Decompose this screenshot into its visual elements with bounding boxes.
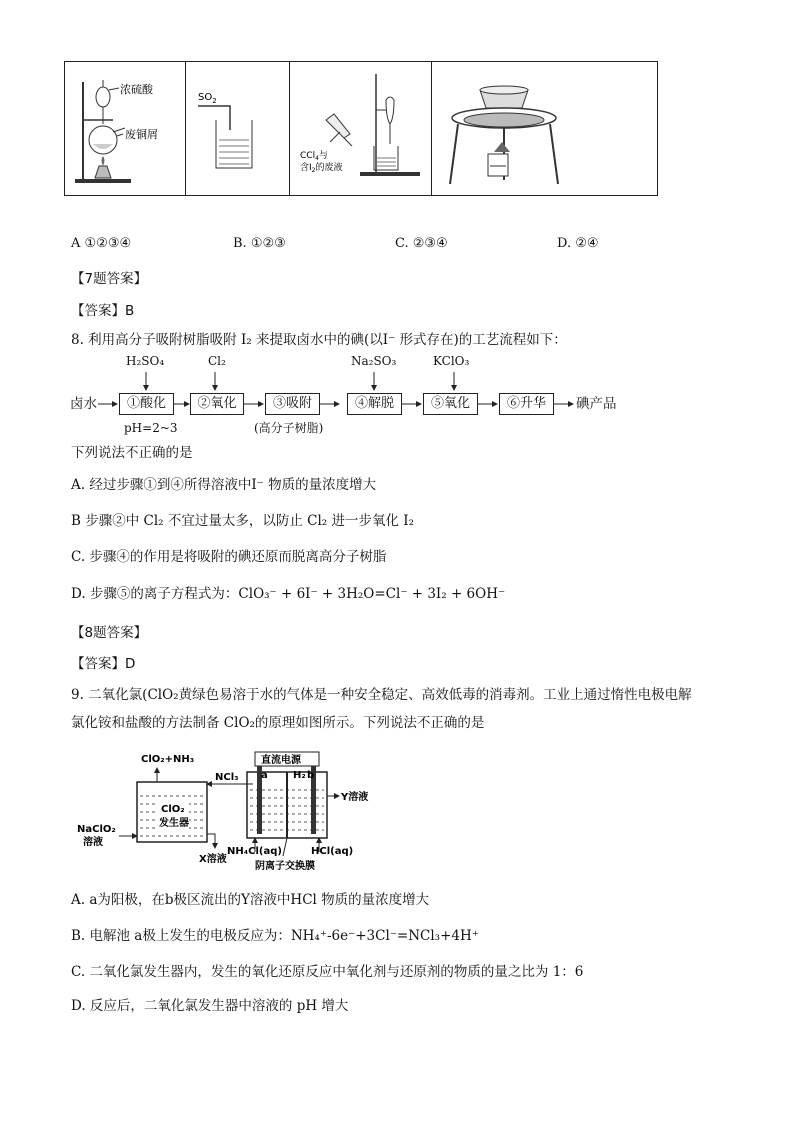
generator-label-2: 发生器 — [159, 818, 189, 829]
electrode-b-label: b — [307, 770, 315, 781]
naclo2-label-2: 溶液 — [83, 837, 103, 848]
electrode-a-label: a — [261, 770, 268, 781]
flow-step-oxidize-2: ⑤氧化 — [423, 393, 478, 415]
apparatus-cell-4 — [432, 62, 657, 195]
q8-option-b[interactable]: B 步骤②中 Cl₂ 不宜过量太多，以防止 Cl₂ 进一步氧化 I₂ — [71, 513, 415, 529]
flow-end-iodine: 碘产品 — [576, 396, 617, 412]
q8-stem: 8. 利用高分子吸附树脂吸附 I₂ 来提取卤水中的碘(以I⁻ 形式存在)的工艺流程如下： — [71, 332, 567, 348]
q9-stem-line2: 氯化铵和盐酸的方法制备 ClO₂的原理如图所示。下列说法不正确的是 — [71, 715, 485, 731]
flow-step-desorb: ④解脱 — [347, 393, 402, 415]
q9-option-b[interactable]: B. 电解池 a极上发生的电极反应为：NH₄⁺-6e⁻+3Cl⁻=NCl₃+4H⁺ — [71, 928, 479, 944]
so2-absorption-figure — [186, 62, 290, 195]
q9-stem-line1: 9. 二氧化氯(ClO₂黄绿色易溶于水的气体是一种安全稳定、高效低毒的消毒剂。工业上通过惰性电极电解 — [71, 687, 692, 703]
sublimation-figure — [432, 62, 657, 195]
reagent-h2so4: H₂SO₄ — [126, 354, 165, 368]
flow-step-adsorb: ③吸附 — [265, 393, 320, 415]
q7-option-a[interactable]: A ①②③④ — [71, 236, 132, 251]
flow-start-brine: 卤水 — [70, 396, 97, 412]
nh4cl-label: NH₄Cl(aq) — [227, 846, 282, 857]
ncl3-label: NCl₃ — [215, 772, 239, 783]
flow-resin-note: (高分子树脂) — [254, 421, 324, 435]
q9-option-c[interactable]: C. 二氧化氯发生器内，发生的氧化还原反应中氧化剂与还原剂的物质的量之比为 1：6 — [71, 964, 584, 980]
naclo2-label-1: NaClO₂ — [77, 824, 116, 835]
label-ccl4: CCl$_4$与 — [300, 151, 328, 162]
separatory-funnel-figure — [290, 62, 432, 195]
q7-option-c[interactable]: C. ②③④ — [395, 236, 448, 251]
q9-option-d[interactable]: D. 反应后，二氧化氯发生器中溶液的 pH 增大 — [71, 998, 349, 1014]
label-iodine-waste: 含$I_2$的废液 — [300, 163, 343, 174]
reagent-cl2: Cl₂ — [208, 354, 226, 368]
apparatus-cell-3 — [290, 62, 432, 195]
x-solution-label: X溶液 — [199, 854, 227, 865]
h2-label: H₂ — [293, 770, 306, 781]
q8-option-a[interactable]: A. 经过步骤①到④所得溶液中I⁻ 物质的量浓度增大 — [71, 477, 377, 493]
electrolysis-diagram — [75, 744, 375, 874]
power-supply-label: 直流电源 — [261, 755, 301, 766]
generator-label-1: ClO₂ — [161, 804, 185, 815]
q8-answer-header: 【8题答案】 — [71, 625, 148, 641]
label-waste-copper: 废铜屑 — [125, 128, 158, 141]
q7-option-d[interactable]: D. ②④ — [557, 236, 599, 251]
label-conc-acid: 浓硫酸 — [120, 83, 153, 96]
hcl-label: HCl(aq) — [311, 846, 354, 857]
reagent-na2so3: Na₂SO₃ — [351, 354, 397, 368]
apparatus-cell-2 — [186, 62, 290, 195]
q8-prompt: 下列说法不正确的是 — [71, 445, 193, 461]
q8-option-d[interactable]: D. 步骤⑤的离子方程式为：ClO₃⁻ + 6I⁻ + 3H₂O=Cl⁻ + 3I₂ + 6OH⁻ — [71, 586, 506, 602]
y-solution-label: Y溶液 — [341, 792, 369, 803]
flow-step-oxidize-1: ②氧化 — [190, 393, 244, 415]
flow-ph-note: pH=2~3 — [124, 421, 178, 435]
q8-answer: 【答案】D — [71, 656, 136, 672]
q9-option-a[interactable]: A. a为阳极，在b极区流出的Y溶液中HCl 物质的量浓度增大 — [71, 892, 430, 908]
flask-apparatus-figure — [65, 62, 186, 195]
reagent-kclo3: KClO₃ — [433, 354, 470, 368]
apparatus-cell-1 — [65, 62, 186, 195]
q7-answer-header: 【7题答案】 — [71, 271, 148, 287]
q7-option-b[interactable]: B. ①②③ — [233, 236, 286, 251]
label-so2: $SO_2$ — [198, 92, 217, 105]
apparatus-table — [64, 61, 658, 196]
flow-step-acidify: ①酸化 — [119, 393, 174, 415]
q8-flow-diagram — [64, 352, 664, 440]
product-label: ClO₂+NH₃ — [141, 754, 195, 765]
q8-option-c[interactable]: C. 步骤④的作用是将吸附的碘还原而脱离高分子树脂 — [71, 549, 387, 565]
flow-step-sublime: ⑥升华 — [499, 393, 554, 415]
q7-answer: 【答案】B — [71, 303, 135, 319]
membrane-label: 阴离子交换膜 — [255, 861, 315, 872]
